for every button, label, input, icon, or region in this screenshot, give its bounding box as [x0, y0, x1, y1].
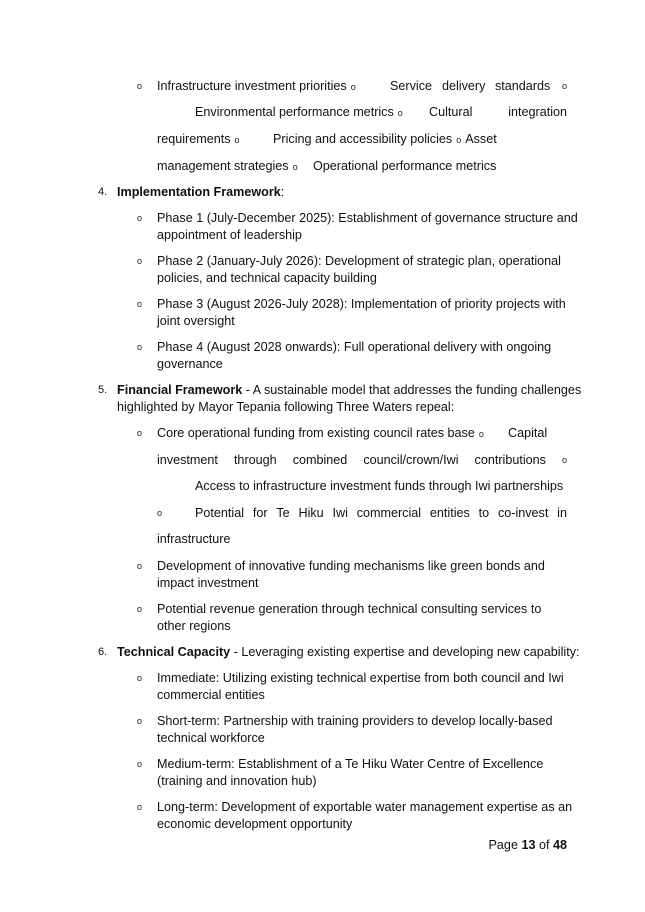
bullet-marker: o: [561, 455, 567, 465]
bullet-marker: o: [137, 428, 143, 438]
bullet-marker: o: [157, 508, 163, 518]
list-item-cont: impact investment: [157, 576, 259, 590]
list-item: Immediate: Utilizing existing technical expertise from both council and Iwi: [157, 671, 564, 685]
merged-line-4: Potential for Te Hiku Iwi commercial entities to co-invest in: [195, 506, 567, 520]
bullet-marker: o: [137, 561, 143, 571]
list-item: Phase 4 (August 2028 onwards): Full operational delivery with ongoing: [157, 340, 552, 354]
section-number: 5.: [98, 384, 108, 396]
bullet-marker: o: [350, 82, 356, 92]
bullet-marker: o: [137, 213, 143, 223]
continuation-line-2: Environmental performance metrics o Cultural integration: [195, 105, 567, 119]
bullet-marker: o: [562, 81, 568, 91]
list-item: Short-term: Partnership with training providers to develop locally-based: [157, 714, 553, 728]
list-item: Development of innovative funding mechanisms like green bonds and: [157, 559, 545, 573]
bullet-marker: o: [137, 256, 143, 266]
bullet-marker: o: [137, 759, 143, 769]
bullet-marker: o: [137, 802, 143, 812]
section-number: 4.: [98, 186, 108, 198]
bullet-marker: o: [292, 162, 298, 172]
section-intro-cont: highlighted by Mayor Tepania following Three Waters repeal:: [117, 400, 455, 414]
bullet-marker: o: [478, 429, 484, 439]
bullet-marker: o: [137, 716, 143, 726]
list-item: Phase 2 (January-July 2026): Development of strategic plan, operational: [157, 254, 561, 268]
section-heading: Technical Capacity - Leveraging existing expertise and developing new capability:: [117, 645, 580, 659]
list-item: Potential revenue generation through technical consulting services to: [157, 602, 542, 616]
bullet-marker: o: [137, 81, 143, 91]
merged-line-3: Access to infrastructure investment funds through Iwi partnerships: [195, 479, 564, 493]
list-item-cont: technical workforce: [157, 731, 265, 745]
continuation-line-1: Infrastructure investment priorities o Service delivery standards o: [157, 79, 568, 93]
section-heading: Financial Framework - A sustainable model that addresses the funding challenges: [117, 383, 582, 397]
list-item-cont: appointment of leadership: [157, 228, 302, 242]
page-number: Page 13 of 48: [488, 838, 567, 852]
bullet-marker: o: [234, 135, 240, 145]
bullet-marker: o: [397, 108, 403, 118]
list-item-cont: governance: [157, 357, 223, 371]
bullet-marker: o: [137, 299, 143, 309]
continuation-line-3: requirements o Pricing and accessibility policies o Asset: [157, 132, 497, 146]
merged-line-5: infrastructure: [157, 532, 231, 546]
list-item: Phase 3 (August 2026-July 2028): Implementation of priority projects with: [157, 297, 566, 311]
section-heading: Implementation Framework:: [117, 185, 285, 199]
list-item-cont: joint oversight: [157, 314, 235, 328]
list-item-cont: commercial entities: [157, 688, 265, 702]
list-item: Medium-term: Establishment of a Te Hiku Water Centre of Excellence: [157, 757, 544, 771]
bullet-marker: o: [137, 673, 143, 683]
list-item: Long-term: Development of exportable water management expertise as an: [157, 800, 573, 814]
list-item-cont: policies, and technical capacity building: [157, 271, 377, 285]
list-item: Phase 1 (July-December 2025): Establishment of governance structure and: [157, 211, 578, 225]
merged-line-1: Core operational funding from existing council rates base o Capital: [157, 426, 548, 440]
merged-line-2: investment through combined council/crown/Iwi contributions o: [157, 453, 567, 467]
bullet-marker: o: [137, 342, 143, 352]
continuation-line-4: management strategies o Operational performance metrics: [157, 159, 497, 173]
bullet-marker: o: [137, 604, 143, 614]
list-item-cont: economic development opportunity: [157, 817, 353, 831]
bullet-marker: o: [456, 135, 462, 145]
list-item-cont: other regions: [157, 619, 231, 633]
list-item-cont: (training and innovation hub): [157, 774, 317, 788]
section-number: 6.: [98, 646, 108, 658]
